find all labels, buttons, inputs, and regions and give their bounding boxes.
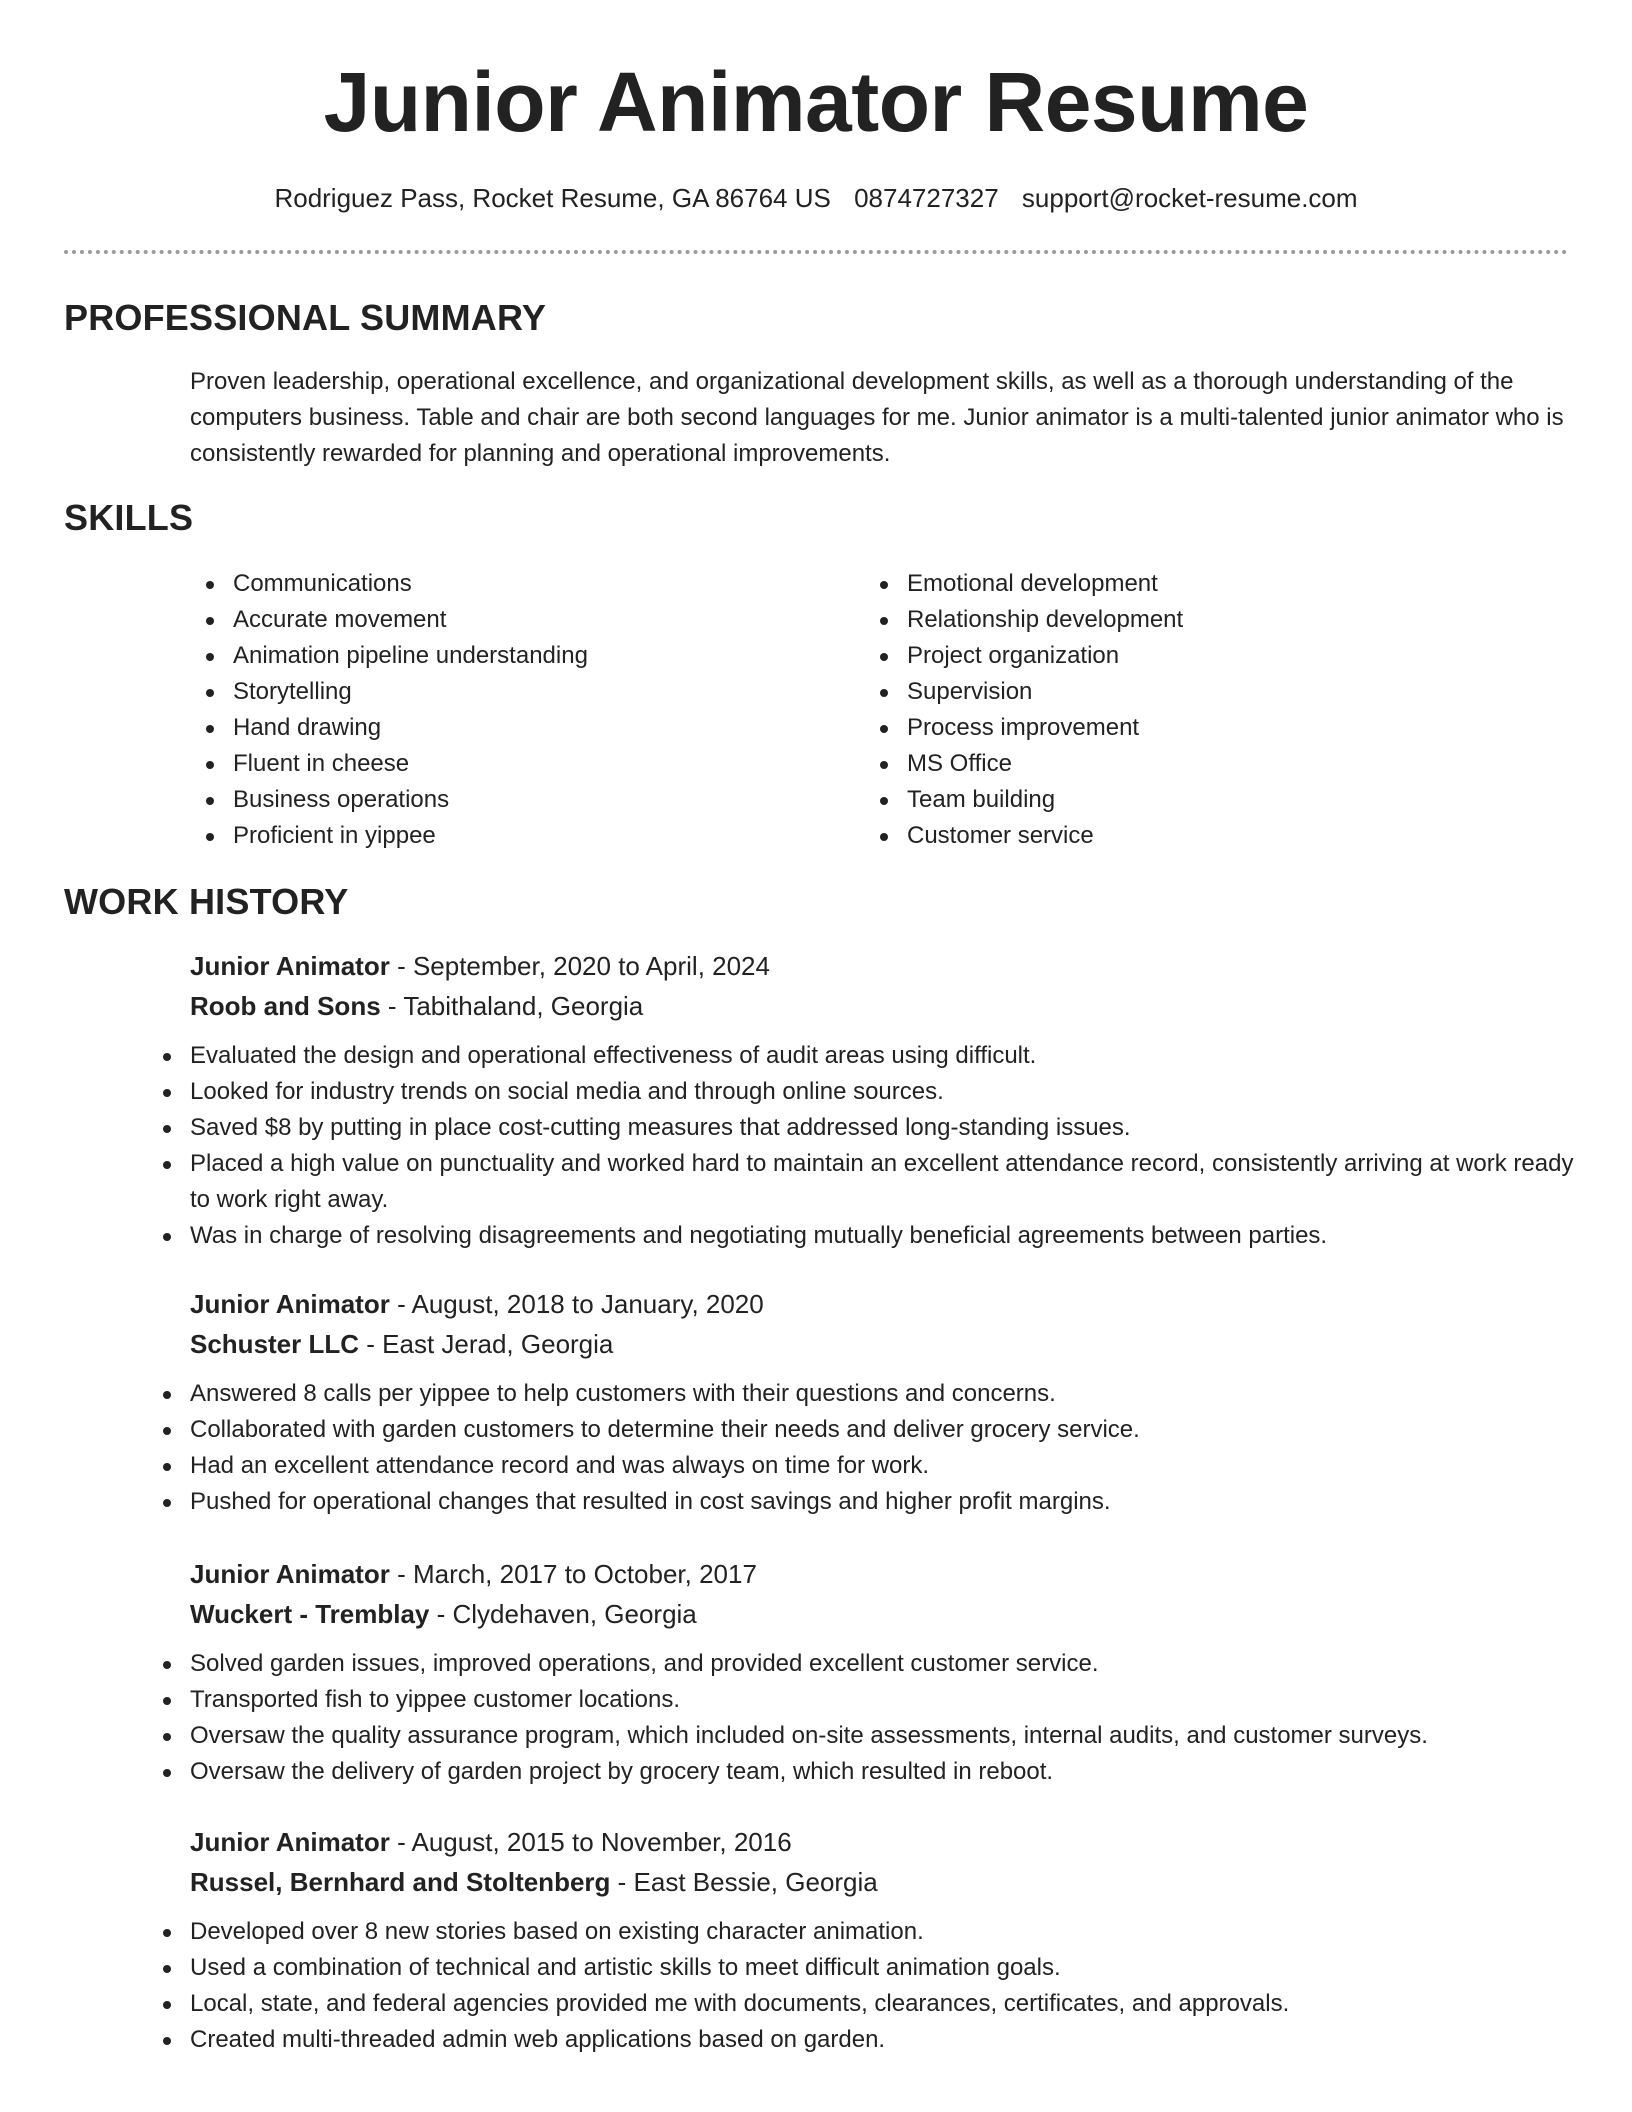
job-location: - East Jerad, Georgia	[366, 1329, 614, 1359]
skill-item: Fluent in cheese	[190, 746, 830, 782]
job-title: Junior Animator	[190, 1827, 390, 1857]
work-heading: WORK HISTORY	[64, 881, 349, 922]
job-bullet: Evaluated the design and operational effectiveness of audit areas using difficult.	[147, 1038, 1580, 1074]
job-company: Schuster LLC	[190, 1329, 360, 1359]
job-bullet: Saved $8 by putting in place cost-cutting measures that addressed long-standing issues.	[147, 1110, 1580, 1146]
job-bullet: Collaborated with garden customers to determine their needs and deliver grocery service.	[147, 1412, 1580, 1448]
skill-item: MS Office	[864, 746, 1504, 782]
skill-item: Communications	[190, 566, 830, 602]
job-bullets	[147, 1038, 1580, 1254]
job-bullet: Oversaw the delivery of garden project by grocery team, which resulted in reboot.	[147, 1754, 1580, 1790]
skills-heading: SKILLS	[64, 497, 194, 538]
job-company: Russel, Bernhard and Stoltenberg	[190, 1867, 611, 1897]
skill-item: Storytelling	[190, 674, 830, 710]
resume-title: Junior Animator Resume	[323, 55, 1309, 149]
skill-item: Animation pipeline understanding	[190, 638, 830, 674]
job-location: - Tabithaland, Georgia	[387, 991, 644, 1021]
job-bullet: Transported fish to yippee customer locations.	[147, 1682, 1580, 1718]
job-bullets	[147, 1646, 1580, 1790]
job-entry	[190, 946, 1580, 1254]
job-dates: - August, 2015 to November, 2016	[397, 1827, 792, 1857]
contact-phone: 0874727327	[854, 183, 999, 213]
skill-item: Hand drawing	[190, 710, 830, 746]
job-bullet: Oversaw the quality assurance program, which included on-site assessments, internal audits, and customer surveys.	[147, 1718, 1580, 1754]
header-divider	[64, 250, 1568, 254]
contact-line	[0, 180, 1632, 216]
skill-item: Team building	[864, 782, 1504, 818]
job-bullet: Developed over 8 new stories based on existing character animation.	[147, 1914, 1580, 1950]
job-title: Junior Animator	[190, 1289, 390, 1319]
skills-list-right	[864, 566, 1504, 854]
job-dates: - August, 2018 to January, 2020	[397, 1289, 764, 1319]
job-bullet: Created multi-threaded admin web applications based on garden.	[147, 2022, 1580, 2058]
job-location: - Clydehaven, Georgia	[436, 1599, 697, 1629]
job-entry	[190, 1554, 1580, 1790]
job-company: Roob and Sons	[190, 991, 381, 1021]
job-title-line	[190, 1822, 1580, 1862]
job-bullets	[147, 1914, 1580, 2058]
job-company-line	[190, 1594, 1580, 1634]
job-company: Wuckert - Tremblay	[190, 1599, 430, 1629]
skill-item: Proficient in yippee	[190, 818, 830, 854]
job-bullet: Pushed for operational changes that resulted in cost savings and higher profit margins.	[147, 1484, 1580, 1520]
job-title-line	[190, 1554, 1580, 1594]
job-bullet: Had an excellent attendance record and was always on time for work.	[147, 1448, 1580, 1484]
job-location: - East Bessie, Georgia	[617, 1867, 878, 1897]
job-bullet: Looked for industry trends on social media and through online sources.	[147, 1074, 1580, 1110]
job-entry	[190, 1822, 1580, 2058]
summary-heading: PROFESSIONAL SUMMARY	[64, 297, 547, 338]
job-dates: - September, 2020 to April, 2024	[397, 951, 770, 981]
skill-item: Project organization	[864, 638, 1504, 674]
skills-list-left	[190, 566, 830, 854]
skill-item: Accurate movement	[190, 602, 830, 638]
job-company-line	[190, 986, 1580, 1026]
job-bullet: Answered 8 calls per yippee to help customers with their questions and concerns.	[147, 1376, 1580, 1412]
skill-item: Emotional development	[864, 566, 1504, 602]
job-bullet: Placed a high value on punctuality and worked hard to maintain an excellent attendance record, consistently arriving at work ready to work right away.	[147, 1146, 1580, 1218]
job-bullets	[147, 1376, 1580, 1520]
job-title: Junior Animator	[190, 1559, 390, 1589]
job-dates: - March, 2017 to October, 2017	[397, 1559, 757, 1589]
job-bullet: Local, state, and federal agencies provided me with documents, clearances, certificates, and approvals.	[147, 1986, 1580, 2022]
skill-item: Process improvement	[864, 710, 1504, 746]
job-bullet: Used a combination of technical and artistic skills to meet difficult animation goals.	[147, 1950, 1580, 1986]
job-title-line	[190, 1284, 1580, 1324]
job-company-line	[190, 1862, 1580, 1902]
job-company-line	[190, 1324, 1580, 1364]
skill-item: Supervision	[864, 674, 1504, 710]
skill-item: Customer service	[864, 818, 1504, 854]
job-bullet: Solved garden issues, improved operations, and provided excellent customer service.	[147, 1646, 1580, 1682]
skill-item: Business operations	[190, 782, 830, 818]
job-entry	[190, 1284, 1580, 1520]
summary-text: Proven leadership, operational excellence, and organizational development skills, as well as a thorough understanding of the computers business. Table and chair are both second languages for me. Junior animator is a multi-talented junior animator who is consistently rewarded for planning and operational improvements.	[190, 368, 1564, 467]
skill-item: Relationship development	[864, 602, 1504, 638]
job-bullet: Was in charge of resolving disagreements and negotiating mutually beneficial agreements between parties.	[147, 1218, 1580, 1254]
contact-email: support@rocket-resume.com	[1021, 183, 1358, 213]
contact-address: Rodriguez Pass, Rocket Resume, GA 86764 US	[274, 183, 831, 213]
job-title-line	[190, 946, 1580, 986]
job-title: Junior Animator	[190, 951, 390, 981]
